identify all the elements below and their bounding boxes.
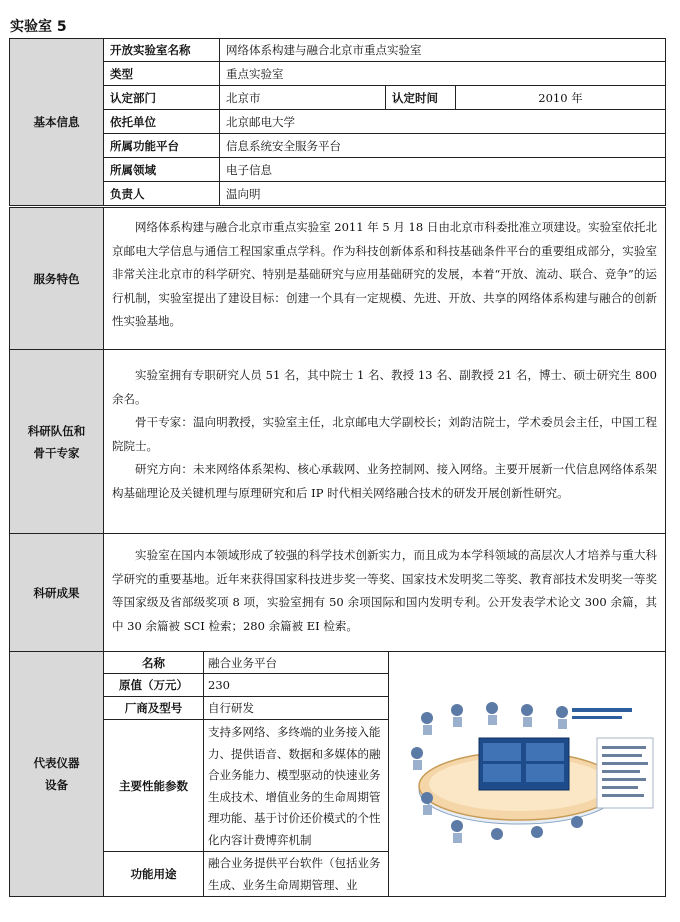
value-date: 2010 年 xyxy=(456,86,666,110)
value-equip-value: 230 xyxy=(204,674,389,697)
value-equip-function: 融合业务提供平台软件（包括业务生成、业务生命周期管理、业 xyxy=(204,852,389,897)
value-lab-name: 网络体系构建与融合北京市重点实验室 xyxy=(220,39,666,62)
label-equip-function: 功能用途 xyxy=(104,852,204,897)
value-dept: 北京市 xyxy=(220,86,386,110)
section-service: 服务特色 xyxy=(10,208,104,350)
value-equip-name: 融合业务平台 xyxy=(204,652,389,674)
label-equip-value: 原值（万元） xyxy=(104,674,204,697)
label-equip-params: 主要性能参数 xyxy=(104,720,204,852)
team-p2: 骨干专家：温向明教授，实验室主任，北京邮电大学副校长；刘韵洁院士，学术委员会主任，中国工程院院士。 xyxy=(112,415,657,453)
section-results: 科研成果 xyxy=(10,534,104,652)
label-field: 所属领域 xyxy=(104,158,220,182)
team-p3: 研究方向：未来网络体系架构、核心承载网、业务控制网、接入网络。主要开展新一代信息网络体系架构基础理论及关键机理与原理研究和后 IP 时代相关网络融合技术的研发开展创新性研究。 xyxy=(112,462,657,500)
service-text: 网络体系构建与融合北京市重点实验室 2011 年 5 月 18 日由北京市科委批准立项建设。实验室依托北京邮电大学信息与通信工程国家重点学科。作为科技创新体系和科技基础条件平台的重要组成部分，实验室非常关注北京市的科学研究、特别是基础研究与应用基础研究的发展，本着“开放、流动、联合、竞争”的运行机制，实验室提出了建设目标：创建一个具有一定规模、先进、开放、共享的网络体系构建与融合的创新性实验基地。 xyxy=(112,220,657,328)
details-table xyxy=(9,207,666,652)
value-equip-maker: 自行研发 xyxy=(204,697,389,720)
section-team-line1: 科研队伍和 xyxy=(27,423,86,438)
value-leader: 温向明 xyxy=(220,182,666,206)
value-field: 电子信息 xyxy=(220,158,666,182)
label-leader: 负责人 xyxy=(104,182,220,206)
label-equip-maker: 厂商及型号 xyxy=(104,697,204,720)
label-dept: 认定部门 xyxy=(104,86,220,110)
section-basic-info: 基本信息 xyxy=(10,39,104,206)
label-platform: 所属功能平台 xyxy=(104,134,220,158)
section-equipment-line2: 设备 xyxy=(45,778,68,792)
value-type: 重点实验室 xyxy=(220,62,666,86)
value-platform: 信息系统安全服务平台 xyxy=(220,134,666,158)
results-text: 实验室在国内本领域形成了较强的科学技术创新实力，而且成为本学科领域的高层次人才培养与重大科学研究的重要基地。近年来获得国家科技进步奖一等奖、国家技术发明奖二等奖、教育部技术发明奖一等奖等国家级及省部级奖项 8 项，实验室拥有 50 余项国际和国内发明专利。公开发表学术论文 300 余篇，其中 30 余篇被 SCI 检索；280 余篇被 EI 检索。 xyxy=(112,548,657,633)
page-title: 实验室 5 xyxy=(10,19,67,35)
section-team xyxy=(10,350,104,534)
platform-diagram-image xyxy=(397,698,657,848)
equipment-table xyxy=(9,651,666,897)
label-type: 类型 xyxy=(104,62,220,86)
section-equipment-line1: 代表仪器 xyxy=(33,756,80,770)
team-p1: 实验室拥有专职研究人员 51 名，其中院士 1 名、教授 13 名、副教授 21 名，博士、硕士研究生 800 余名。 xyxy=(112,368,657,406)
label-equip-name: 名称 xyxy=(104,652,204,674)
value-host: 北京邮电大学 xyxy=(220,110,666,134)
label-host: 依托单位 xyxy=(104,110,220,134)
basic-info-table xyxy=(9,38,666,206)
equipment-image-cell xyxy=(389,652,666,897)
label-lab-name: 开放实验室名称 xyxy=(104,39,220,62)
value-equip-params: 支持多网络、多终端的业务接入能力、提供语音、数据和多媒体的融合业务能力、模型驱动的快速业务生成技术、增值业务的生命周期管理功能、基于讨价还价模式的个性化内容计费博弈机制 xyxy=(204,720,389,852)
section-team-line2: 骨干专家 xyxy=(33,445,80,460)
section-equipment xyxy=(10,652,104,897)
label-date: 认定时间 xyxy=(386,86,456,110)
